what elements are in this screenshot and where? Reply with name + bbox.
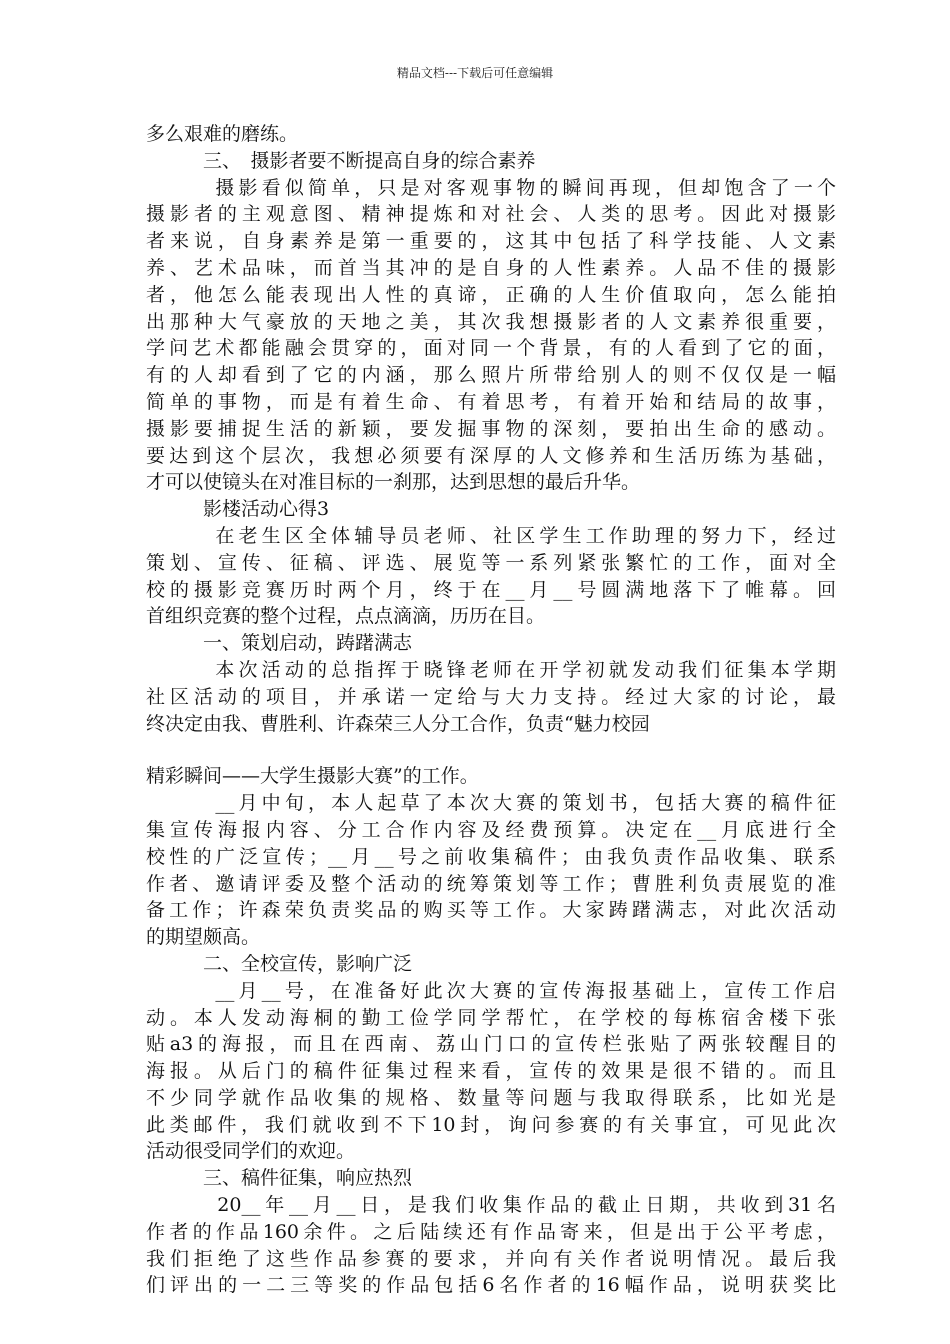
text-line: 集宣传海报内容、分工合作内容及经费预算。决定在__月底进行全 [146, 818, 836, 841]
text-line: 贴a3的海报，而且在西南、荔山门口的宣传栏张贴了两张较醒目的 [146, 1033, 836, 1056]
text-line: 三、 摄影者要不断提高自身的综合素养 [146, 149, 536, 172]
text-line: 不少同学就作品收集的规格、数量等问题与我取得联系，比如光是 [146, 1086, 836, 1109]
text-block-1 [146, 121, 836, 737]
text-line: 要达到这个层次，我想必须要有深厚的人文修养和生活历练为基础， [146, 444, 836, 467]
text-line: 三、稿件征集，响应热烈 [146, 1167, 413, 1190]
document-body [146, 121, 836, 1299]
text-line: 摄影看似简单，只是对客观事物的瞬间再现，但却饱含了一个 [146, 176, 836, 199]
text-line: __月__号，在准备好此次大赛的宣传海报基础上，宣传工作启 [146, 979, 836, 1002]
text-line: 者来说，自身素养是第一重要的，这其中包括了科学技能、人文素 [146, 230, 836, 253]
text-line: 20__年__月__日，是我们收集作品的截止日期，共收到31名 [146, 1194, 836, 1217]
page-header: 精品文档---下载后可任意编辑 [396, 66, 554, 80]
text-line: 此类邮件，我们就收到不下10封，询问参赛的有关事宜，可见此次 [146, 1113, 836, 1136]
text-line: 在老生区全体辅导员老师、社区学生工作助理的努力下，经过 [146, 524, 836, 547]
paragraph-gap [146, 737, 836, 763]
text-line: 活动很受同学们的欢迎。 [146, 1140, 356, 1163]
text-line: 二、全校宣传，影响广泛 [146, 952, 413, 975]
text-line: 出那种大气豪放的天地之美，其次我想摄影者的人文素养很重要， [146, 310, 836, 333]
text-line: 摄影要捕捉生活的新颖，要发掘事物的深刻，要拍出生命的感动。 [146, 417, 836, 440]
text-line: 备工作；许森荣负责奖品的购买等工作。大家踌躇满志，对此次活动 [146, 899, 836, 922]
text-line: 者，他怎么能表现出人性的真谛，正确的人生价值取向，怎么能拍 [146, 283, 836, 306]
text-line: __月中旬，本人起草了本次大赛的策划书，包括大赛的稿件征 [146, 792, 836, 815]
text-line: 动。本人发动海桐的勤工俭学同学帮忙，在学校的每栋宿舍楼下张 [146, 1006, 836, 1029]
text-line: 社区活动的项目，并承诺一定给与大力支持。经过大家的讨论，最 [146, 685, 836, 708]
text-line: 终决定由我、曹胜利、许森荣三人分工合作，负责“魅力校园 [146, 712, 650, 735]
text-line: 多么艰难的磨练。 [146, 123, 299, 145]
text-line: 我们拒绝了这些作品参赛的要求，并向有关作者说明情况。最后我 [146, 1247, 836, 1270]
text-line: 养、艺术品味，而首当其冲的是自身的人性素养。人品不佳的摄影 [146, 256, 836, 279]
text-line: 精彩瞬间——大学生摄影大赛”的工作。 [146, 765, 479, 788]
text-line: 的期望颇高。 [146, 926, 261, 949]
text-line: 一、策划启动，踌躇满志 [146, 632, 413, 655]
text-line: 简单的事物，而是有着生命、有着思考，有着开始和结局的故事， [146, 390, 836, 413]
text-line: 影楼活动心得3 [146, 498, 330, 521]
text-line: 首组织竞赛的整个过程，点点滴滴，历历在目。 [146, 605, 546, 628]
text-line: 作者、邀请评委及整个活动的统筹策划等工作；曹胜利负责展览的准 [146, 872, 836, 895]
text-line: 策划、宣传、征稿、评选、展览等一系列紧张繁忙的工作，面对全 [146, 551, 836, 574]
text-block-2 [146, 763, 836, 1299]
text-line: 有的人却看到了它的内涵，那么照片所带给别人的则不仅仅是一幅 [146, 364, 836, 387]
text-line: 作者的作品160余件。之后陆续还有作品寄来，但是出于公平考虑， [146, 1220, 836, 1243]
text-line: 校性的广泛宣传；__月__号之前收集稿件；由我负责作品收集、联系 [146, 845, 836, 868]
text-line: 们评出的一二三等奖的作品包括6名作者的16幅作品，说明获奖比 [146, 1274, 836, 1297]
text-line: 才可以使镜头在对准目标的一刹那，达到思想的最后升华。 [146, 471, 641, 494]
text-line: 学问艺术都能融会贯穿的，面对同一个背景，有的人看到了它的面， [146, 337, 836, 360]
text-line: 摄影者的主观意图、精神提炼和对社会、人类的思考。因此对摄影 [146, 203, 836, 226]
text-line: 校的摄影竞赛历时两个月，终于在__月__号圆满地落下了帷幕。回 [146, 578, 836, 601]
text-line: 海报。从后门的稿件征集过程来看，宣传的效果是很不错的。而且 [146, 1060, 836, 1083]
text-line: 本次活动的总指挥于晓锋老师在开学初就发动我们征集本学期 [146, 658, 836, 681]
